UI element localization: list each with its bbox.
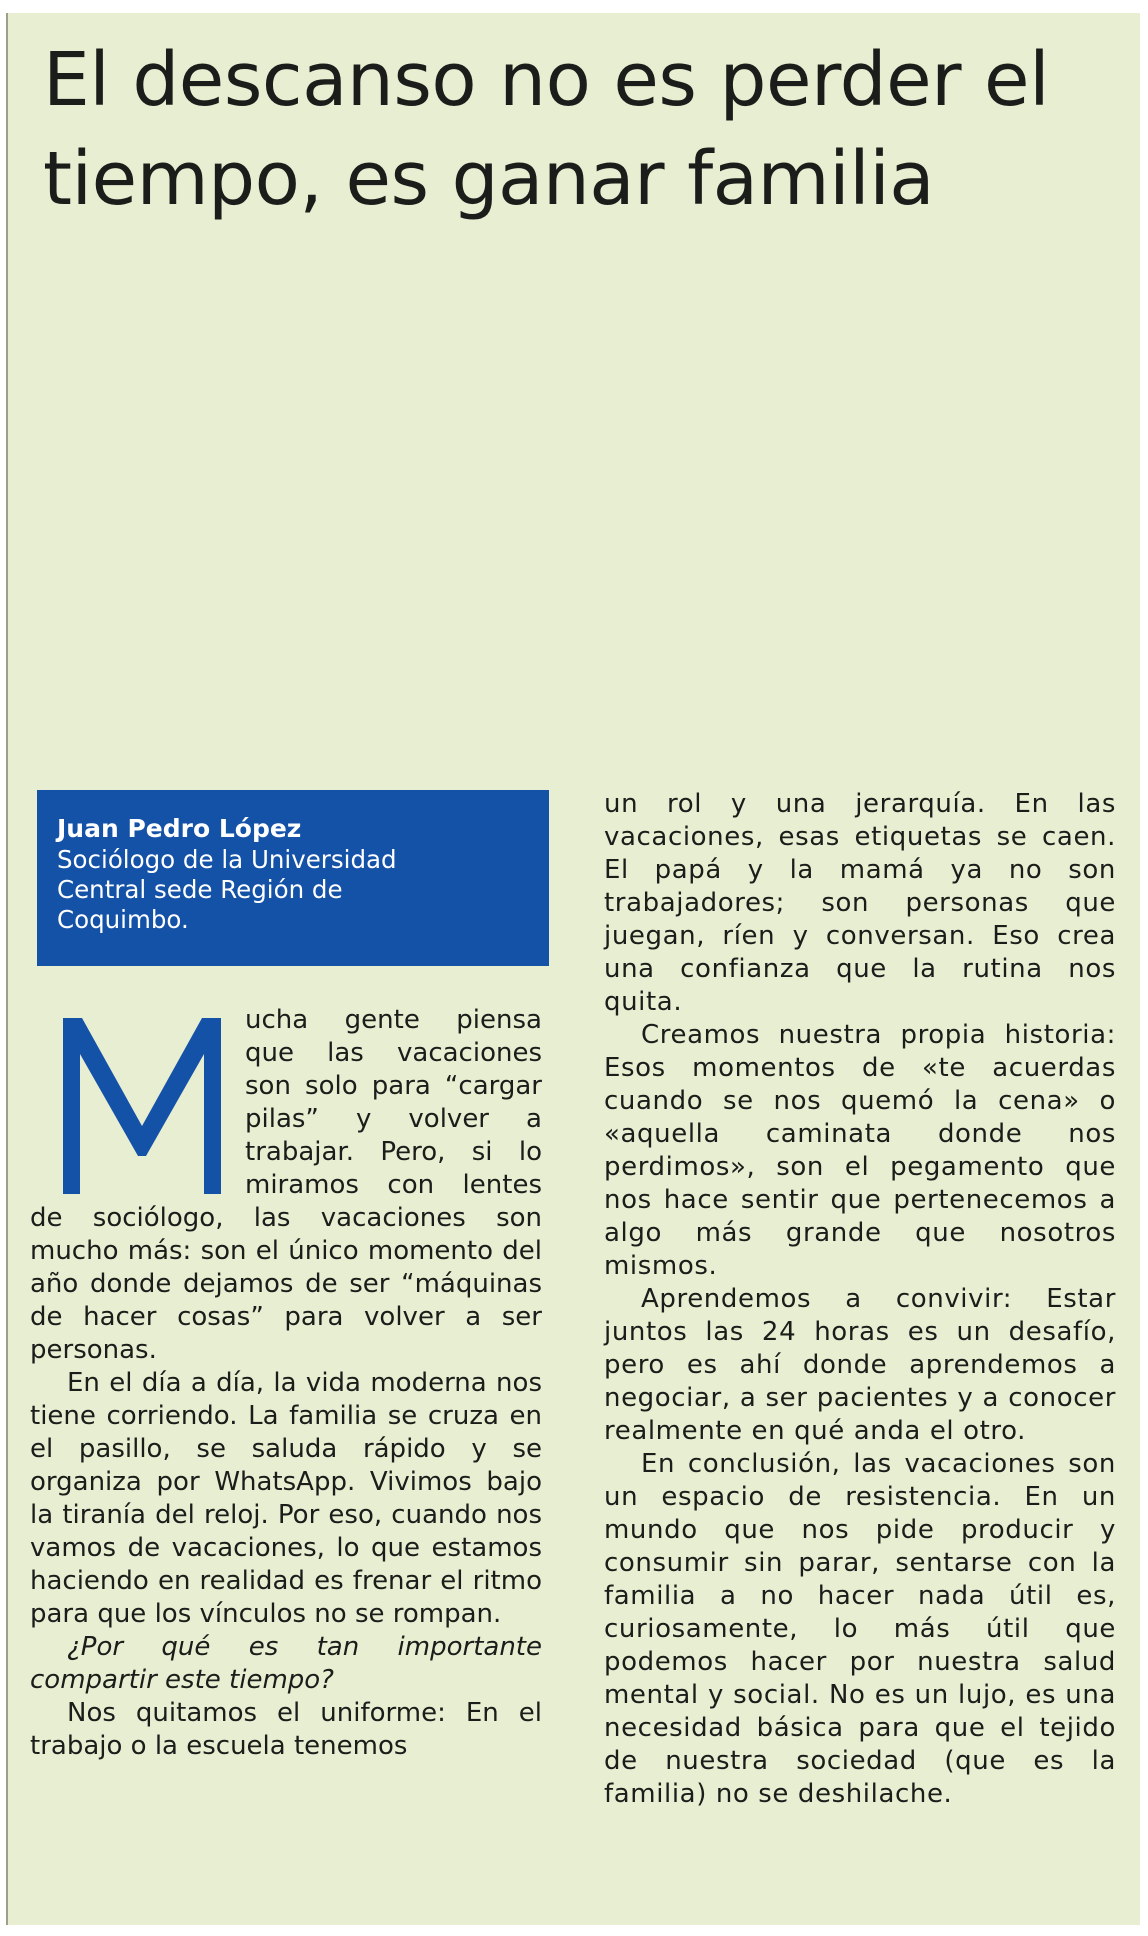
paragraph-intro: ucha gente piensa que las vacaciones son solo para “cargar pilas” y volver a trabajar. Pero, si lo miramos con lentes de sociólogo, las vacaciones son mucho más: son el único momento del año donde dejamos de ser “máquinas de hacer cosas” para volver a ser personas. (30, 1005, 542, 1365)
author-name: Juan Pedro López (57, 814, 302, 843)
paragraph-roles: un rol y una jerarquía. En las vacaciones, esas etiquetas se caen. El papá y la mamá ya no son trabajadores; son personas que juegan, ríen y conversan. Eso crea una confianza que la rutina nos quita. (604, 789, 1116, 1017)
paragraph-history: Creamos nuestra propia historia: Esos momentos de «te acuerdas cuando se nos quemó la cena» o «aquella caminata donde nos perdimos», son el pegamento que nos hace sentir que pertenecemos a algo más grande que nosotros mismos. (604, 1020, 1116, 1281)
author-box (37, 790, 549, 966)
subheading-question: ¿Por qué es tan importante compartir este tiempo? (30, 1632, 542, 1695)
paragraph-coexist: Aprendemos a convivir: Estar juntos las 24 horas es un desafío, pero es ahí donde aprendemos a negociar, a ser pacientes y a conocer realmente en qué anda el otro. (604, 1284, 1116, 1446)
headline: El descanso no es perder el tiempo, es ganar familia (43, 37, 1050, 222)
author-role: Sociólogo de la Universidad Central sede Región de Coquimbo. (57, 845, 397, 934)
paragraph-daily-life: En el día a día, la vida moderna nos tiene corriendo. La familia se cruza en el pasillo, se saluda rápido y se organiza por WhatsApp. Vivimos bajo la tiranía del reloj. Por eso, cuando nos vamos de vacaciones, lo que estamos haciendo en realidad es frenar el ritmo para que los vínculos no se rompan. (30, 1368, 542, 1629)
paragraph-uniform: Nos quitamos el uniforme: En el trabajo o la escuela tenemos (30, 1698, 542, 1761)
paragraph-conclusion: En conclusión, las vacaciones son un espacio de resistencia. En un mundo que nos pide producir y consumir sin parar, sentarse con la familia a no hacer nada útil es, curiosamente, lo más útil que podemos hacer por nuestra salud mental y social. No es un lujo, es una necesidad básica para que el tejido de nuestra sociedad (que es la familia) no se deshilache. (604, 1449, 1116, 1809)
right-column (604, 788, 1116, 1811)
dropcap (30, 1004, 245, 1202)
left-column (30, 1004, 542, 1763)
dropcap-letter-m (30, 1004, 230, 1194)
